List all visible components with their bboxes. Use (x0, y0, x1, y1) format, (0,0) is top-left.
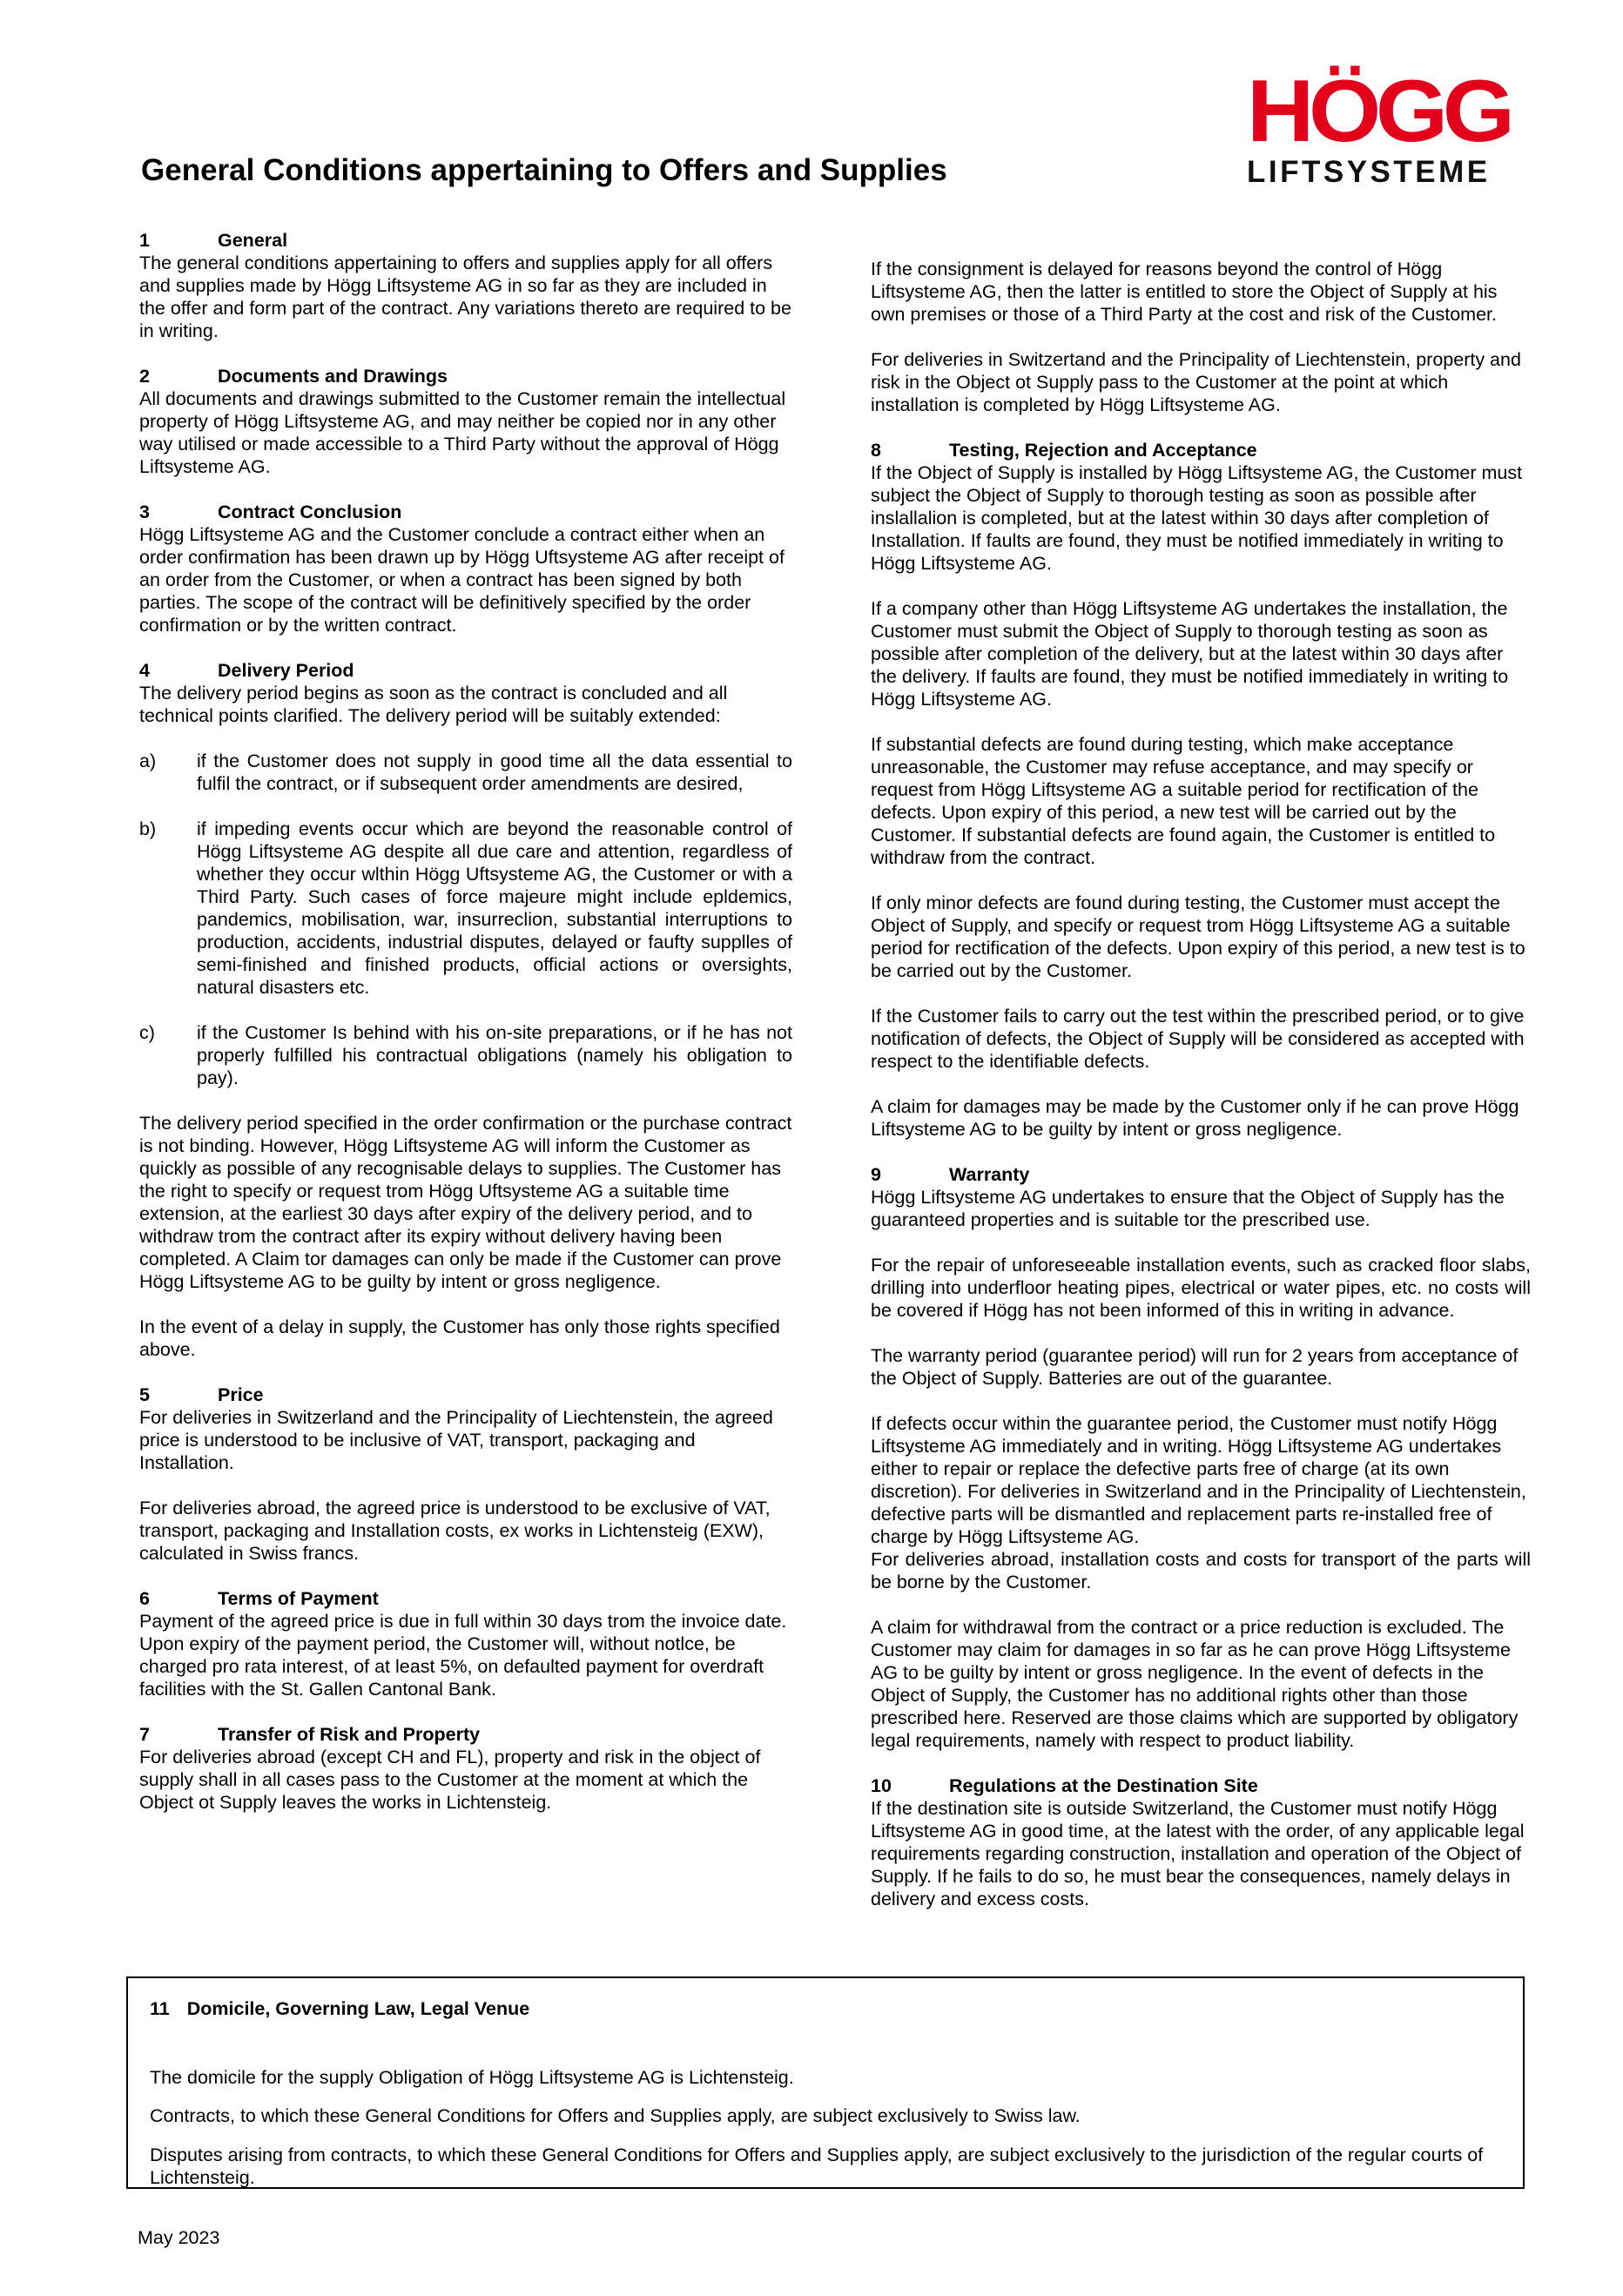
list-text: if the Customer does not supply in good time all the data essential to fulfil the contract, or if subsequent order amendments are desired, (197, 751, 792, 794)
section-number: 1 (139, 230, 150, 251)
paragraph: If substantial defects are found during testing, which make acceptance unreasonable, the Customer may refuse acceptance, and may specify or request from Högg Liftsysteme AG a suitable period for rectification of the defects. Upon expiry of this period, a new test will be carried out by the Customer. If substantial defects are found again, the Customer is entitled to withdraw from the contract. (871, 734, 1496, 868)
paragraph: Disputes arising from contracts, to which these General Conditions for Offers and Supplies apply, are subject exclusively to the jurisdiction of the regular courts of Lichtensteig. (150, 2145, 1484, 2188)
paragraph: If the Customer fails to carry out the test within the prescribed period, or to give notification of defects, the Object of Supply will be considered as accepted with respect to the identifiable defects. (871, 1006, 1525, 1072)
paragraph: If defects occur within the guarantee period, the Customer must notify Högg Liftsysteme AG immediately and in writing. Högg Liftsysteme AG undertakes either to repair or replace the defective parts free of charge (at its own discretion). For deliveries in Switzerland and in the Principality of Liechtenstein, defective parts will be dismantled and replacement parts re-installed free of charge by Högg Liftsysteme AG. (871, 1413, 1526, 1547)
list-item-c (139, 1021, 792, 1089)
list-text: if the Customer Is behind with his on-site preparations, or if he has not properly fulfilled his contractual obligations (namely his obligation to pay). (197, 1022, 792, 1088)
paragraph: The delivery period specified in the order confirmation or the purchase contract is not binding. However, Högg Liftsysteme AG will inform the Customer as quickly as possible of any recognisable delays to supplies. The Customer has the right to specify or request trom Högg Uftsysteme AG a suitable time extension, at the earliest 30 days after expiry of the delivery period, and to withdraw trom the contract after its expiry without delivery having been completed. A Claim tor damages can only be made if the Customer can prove Högg Liftsysteme AG to be guilty by intent or gross negligence. (139, 1113, 792, 1292)
paragraph: The domicile for the supply Obligation of Högg Liftsysteme AG is Lichtensteig. (150, 2067, 794, 2088)
section-number: 3 (139, 502, 150, 522)
section-2 (139, 365, 792, 478)
section-10 (871, 1774, 1531, 1910)
paragraph: In the event of a delay in supply, the Customer has only those rights specified above. (139, 1316, 780, 1360)
section-title: Regulations at the Destination Site (949, 1775, 1258, 1796)
paragraph: For deliveries abroad (except CH and FL), property and risk in the object of supply shall in all cases pass to the Customer at the moment at which the Object ot Supply leaves the works in Lichtensteig. (139, 1747, 761, 1813)
paragraph: All documents and drawings submitted to the Customer remain the intellectual property of Högg Liftsysteme AG, and may neither be copied nor in any other way utilised or made accessible to a Third Party without the approval of Högg Liftsysteme AG. (139, 388, 786, 477)
section-title: Transfer of Risk and Property (218, 1724, 481, 1745)
section-heading (139, 1587, 792, 1610)
section-title: Domicile, Governing Law, Legal Venue (186, 1998, 530, 2019)
list-item-b (139, 818, 792, 999)
section-heading (139, 1723, 792, 1746)
section-heading (150, 1997, 529, 2020)
section-number: 4 (139, 660, 150, 681)
section-1 (139, 229, 792, 342)
paragraph: Payment of the agreed price is due in full within 30 days trom the invoice date. Upon expiry of the payment period, the Customer will, without notlce, be charged pro rata interest, of at least 5%, on defaulted payment for overdraft facilities with the St. Gallen Cantonal Bank. (139, 1611, 787, 1700)
section-heading (139, 229, 792, 252)
paragraph: If the destination site is outside Switzerland, the Customer must notify Högg Liftsysteme AG in good time, at the latest with the order, of any applicable legal requirements regarding construction, installation and operation of the Object of Supply. If he fails to do so, he must bear the consequences, namely delays in delivery and excess costs. (871, 1798, 1525, 1909)
section-9 (871, 1163, 1531, 1752)
section-heading (139, 365, 792, 387)
paragraph: For deliveries abroad, the agreed price is understood to be exclusive of VAT, transport, packaging and Installation costs, ex works in Lichtensteig (EXW), calculated in Swiss francs. (139, 1498, 771, 1564)
paragraph: If the Object of Supply is installed by Högg Liftsysteme AG, the Customer must subject the Object of Supply to thorough testing as soon as possible after inslallalion is completed, but at the latest within 30 days after completion of Installation. If faults are found, they must be notified immediately in writing to Högg Liftsysteme AG. (871, 462, 1523, 574)
section-heading (139, 659, 792, 682)
list-label: a) (139, 751, 157, 771)
section-title: Warranty (949, 1164, 1030, 1185)
paragraph: The warranty period (guarantee period) will run for 2 years from acceptance of the Object of Supply. Batteries are out of the guarantee. (871, 1345, 1519, 1389)
paragraph: If only minor defects are found during testing, the Customer must accept the Object of Supply, and specify or request trom Högg Liftsysteme AG a suitable period for rectification of the defects. Upon expiry of this period, a new test is to be carried out by the Customer. (871, 892, 1525, 981)
section-title: Testing, Rejection and Acceptance (949, 440, 1257, 461)
list-text: if impeding events occur which are beyond the reasonable control of Högg Liftsysteme AG despite all due care and attention, regardless of whether they occur wlthin Högg Uftsysteme AG, the Customer or with a Third Party. Such cases of force majeure might include epldemics, pandemics, mobilisation, war, insurreclion, substantial interruptions to production, accidents, industrial disputes, delayed or faufty supplles of semi-finished and finished products, official actions or oversights, natural disasters etc. (197, 818, 792, 998)
list-label: b) (139, 818, 157, 839)
paragraph: Contracts, to which these General Conditions for Offers and Supplies apply, are subject exclusively to Swiss law. (150, 2105, 1081, 2126)
section-5 (139, 1384, 792, 1565)
section-number: 8 (871, 440, 881, 461)
list-label: c) (139, 1022, 155, 1043)
section-3 (139, 501, 792, 636)
section-number: 11 (150, 1998, 170, 2019)
section-heading (871, 1163, 1531, 1186)
paragraph: For deliveries in Switzerland and the Principality of Liechtenstein, the agreed price is understood to be inclusive of VAT, transport, packaging and Installation. (139, 1407, 773, 1473)
paragraph: The general conditions appertaining to offers and supplies apply for all offers and supplies made by Högg Liftsysteme AG in so far as they are included in the offer and form part of the contract. Any variations thereto are required to be in writing. (139, 252, 791, 341)
section-heading (139, 501, 792, 523)
paragraph: For deliveries abroad, installation costs and costs for transport of the parts will be borne by the Customer. (871, 1549, 1531, 1592)
logo-wordmark: HÖGG (1247, 63, 1510, 160)
section-heading (871, 1774, 1531, 1797)
paragraph: A claim for withdrawal from the contract or a price reduction is excluded. The Customer may claim for damages in so far as he can prove Högg Liftsysteme AG to be guilty by intent or gross negligence. In the event of defects in the Object of Supply, the Customer has no additional rights other than those prescribed here. Reserved are those claims which are supported by obligatory legal requirements, namely with respect to product liability. (871, 1617, 1519, 1751)
section-number: 7 (139, 1724, 150, 1745)
right-column (871, 258, 1531, 1933)
section-heading (871, 439, 1531, 461)
section-heading (139, 1384, 792, 1406)
document-title: General Conditions appertaining to Offers and Supplies (141, 153, 947, 187)
paragraph: Högg Liftsysteme AG undertakes to ensure that the Object of Supply has the guaranteed properties and is suitable tor the prescribed use. (871, 1187, 1505, 1230)
paragraph: Högg Liftsysteme AG and the Customer conclude a contract either when an order confirmation has been drawn up by Högg Uftsysteme AG after receipt of an order from the Customer, or when a contract has been signed by both parties. The scope of the contract will be definitively specified by the order confirmation or by the written contract. (139, 524, 785, 636)
logo-subtitle: LIFTSYSTEME (1247, 155, 1491, 189)
hogg-logo (1236, 63, 1510, 190)
section-number: 10 (871, 1775, 892, 1796)
section-number: 5 (139, 1384, 150, 1405)
list-item-a (139, 750, 792, 795)
section-title: Contract Conclusion (218, 502, 402, 522)
paragraph: For deliveries in Switzertand and the Principality of Liechtenstein, property and risk in the Object ot Supply pass to the Customer at the point at which installation is completed by Högg Liftsysteme AG. (871, 349, 1521, 415)
section-number: 6 (139, 1588, 150, 1609)
section-11-box (126, 1976, 1525, 2189)
paragraph: A claim for damages may be made by the Customer only if he can prove Högg Liftsysteme AG to be guilty by intent or gross negligence. (871, 1096, 1519, 1140)
left-column (139, 229, 792, 1836)
section-4 (139, 659, 792, 1361)
section-title: Delivery Period (218, 660, 354, 681)
paragraph: If the consignment is delayed for reasons beyond the control of Högg Liftsysteme AG, then the latter is entitled to store the Object of Supply at his own premises or those of a Third Party at the cost and risk of the Customer. (871, 259, 1498, 325)
footer-date: May 2023 (138, 2227, 220, 2248)
section-8 (871, 439, 1531, 1141)
section-6 (139, 1587, 792, 1700)
section-7 (139, 1723, 792, 1814)
paragraph: The delivery period begins as soon as the contract is concluded and all technical points clarified. The delivery period will be suitably extended: (139, 683, 728, 726)
paragraph: If a company other than Högg Liftsysteme AG undertakes the installation, the Customer must submit the Object of Supply to thorough testing as soon as possible after completion of the delivery, but at the latest within 30 days after the delivery. If faults are found, they must be notified immediately in writing to Högg Liftsysteme AG. (871, 598, 1509, 710)
section-number: 2 (139, 366, 150, 387)
section-title: Documents and Drawings (218, 366, 448, 387)
paragraph: For the repair of unforeseeable installation events, such as cracked floor slabs, drilling into underfloor heating pipes, electrical or water pipes, etc. no costs will be covered if Högg has not been informed of this in writing in advance. (871, 1255, 1531, 1321)
section-title: Price (218, 1384, 264, 1405)
section-title: General (218, 230, 288, 251)
section-number: 9 (871, 1164, 881, 1185)
section-title: Terms of Payment (218, 1588, 379, 1609)
